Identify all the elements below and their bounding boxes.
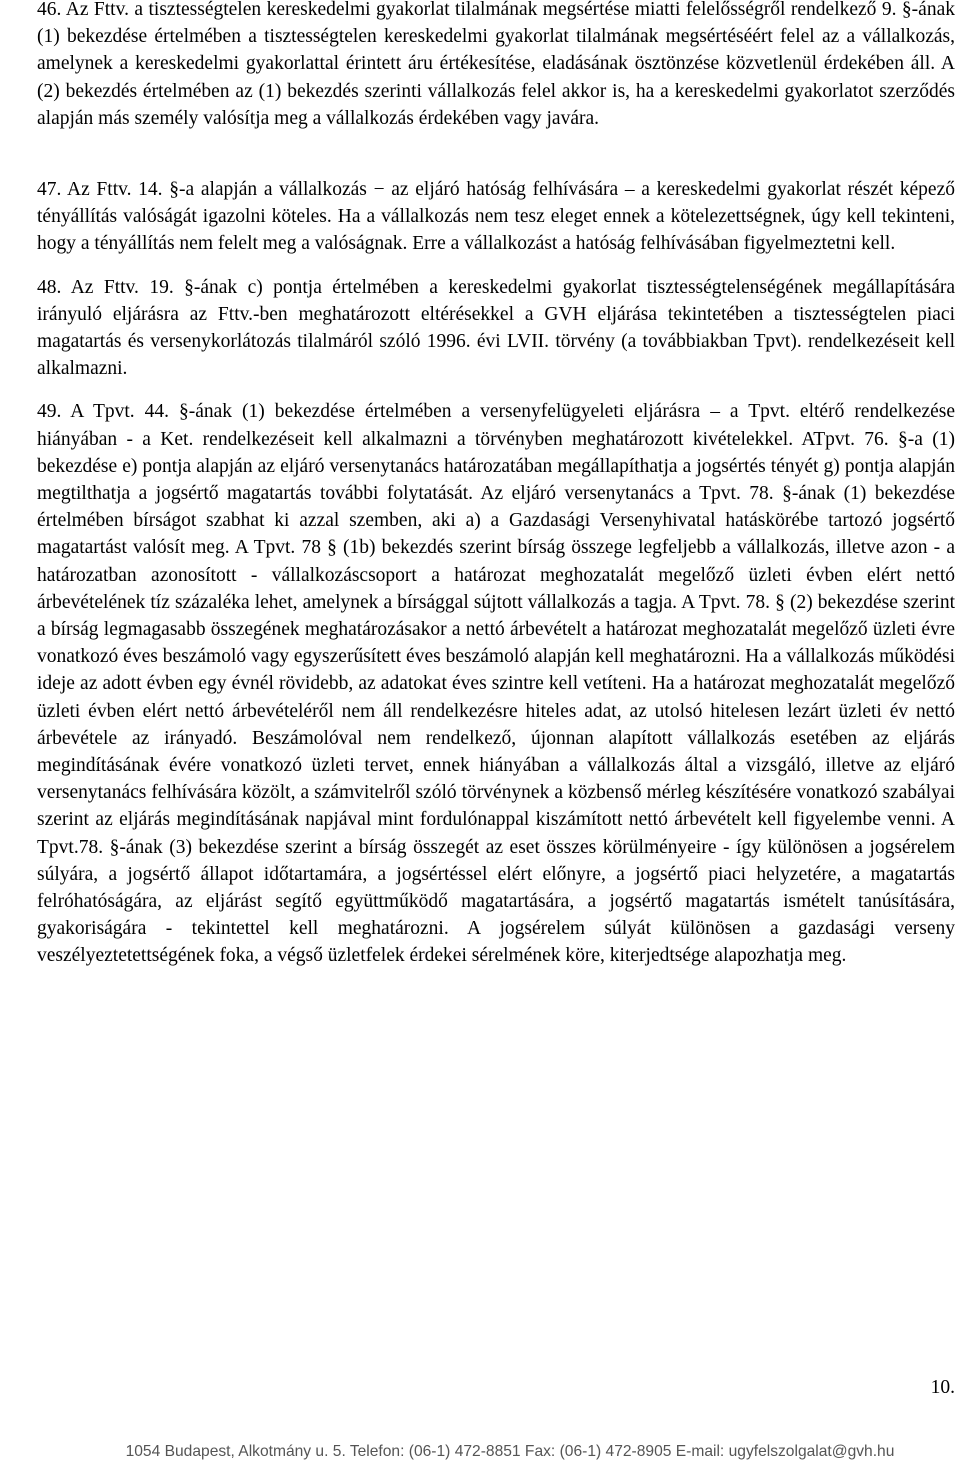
paragraph-49: 49. A Tpvt. 44. §-ának (1) bekezdése értelmében a versenyfelügyeleti eljárásra – a Tpvt. eltérő rendelkezése hiányában - a Ket. rendelkezéseit kell alkalmazni a törvényben meghatározott kivételekkel. ATpvt. 76. §-a (1) bekezdése e) pontja alapján az eljáró versenytanács határozatában megállapíthatja a jogsértés tényét g) pontja alapján megtilthatja a jogsértő magatartás további folytatását. Az eljáró versenytanács a Tpvt. 78. §-ának (1) bekezdése értelmében bírságot szabhat ki azzal szemben, aki a) a Gazdasági Versenyhivatal hatáskörébe tartozó jogsértő magatartást valósít meg. A Tpvt. 78 § (1b) bekezdés szerint bírság összege legfeljebb a vállalkozás, illetve azon - a határozatban azonosított - vállalkozáscsoport a határozat meghozatalát megelőző üzleti évben elért nettó árbevételének tíz százaléka lehet, amelynek a bírsággal sújtott vállalkozás a tagja. A Tpvt. 78. § (2) bekezdése szerint a bírság legmagasabb összegének meghatározásakor a nettó árbevételt a határozat meghozatalát megelőző üzleti évre vonatkozó éves beszámoló vagy egyszerűsített éves beszámoló alapján kell meghatározni. Ha a vállalkozás működési ideje az adott évben egy évnél rövidebb, az adatokat éves szintre kell vetíteni. Ha a határozat meghozatalát megelőző üzleti évben elért nettó árbevételéről nem áll rendelkezésre hiteles adat, az utolsó hitelesen lezárt üzleti év nettó árbevétele az irányadó. Beszámolóval nem rendelkező, újonnan alapított vállalkozás esetében az eljárás megindításának évére vonatkozó üzleti tervet, ennek hiányában a vállalkozás által a vizsgáló, illetve az eljáró versenytanács felhívására közölt, a számvitelről szóló törvénynek a közbenső mérleg készítésére vonatkozó szabályai szerint az eljárás megindításának napjával mint fordulónappal kiszámított nettó árbevételt kell figyelembe venni. A Tpvt.78. §-ának (3) bekezdése szerint a bírság összegét az eset összes körülményeire - így különösen a jogsérelem súlyára, a jogsértő állapot időtartamára, a jogsértéssel elért előnyre, a jogsértő piaci helyzetére, a magatartás felróhatóságára, az eljárást segítő együttműködő magatartására, a jogsértő magatartás ismételt tanúsítására, gyakoriságára - tekintettel kell meghatározni. A jogsérelem súlyát különösen a gazdasági verseny veszélyeztetettségének foka, a végső üzletfelek érdekei sérelmének köre, kiterjedtsége alapozhatja meg. xyxy=(37,401,955,967)
paragraph-stack xyxy=(37,176,955,986)
paragraph-46: 46. Az Fttv. a tisztességtelen kereskedelmi gyakorlat tilalmának megsértése miatti felelősségről rendelkező 9. §-ának (1) bekezdése értelmében a tisztességtelen kereskedelmi gyakorlat tilalmának megsértéséért felel az a vállalkozás, amelynek a kereskedelmi gyakorlattal érintett áru értékesítése, eladásának ösztönzése közvetlenül érdekében áll. A (2) bekezdés értelmében az (1) bekezdés szerinti vállalkozás felel akkor is, ha a kereskedelmi gyakorlatot szerződés alapján más személy valósítja meg a vállalkozás érdekében vagy javára. xyxy=(37,0,955,129)
paragraph-48: 48. Az Fttv. 19. §-ának c) pontja értelmében a kereskedelmi gyakorlat tisztességtelenségének megállapítására irányuló eljárásra az Fttv.-ben meghatározott eltérésekkel a GVH eljárása tekintetében a tisztességtelen piaci magatartás és versenykorlátozás tilalmáról szóló 1996. évi LVII. törvény (a továbbiakban Tpvt). rendelkezéseit kell alkalmazni. xyxy=(37,276,955,380)
page-number: 10. xyxy=(930,1377,955,1398)
paragraph-47: 47. Az Fttv. 14. §-a alapján a vállalkozás − az eljáró hatóság felhívására – a kereskedelmi gyakorlat részét képező tényállítás valóságát igazolni köteles. Ha a vállalkozás nem tesz eleget ennek a kötelezettségnek, úgy kell tekinteni, hogy a tényállítás nem felelt meg a valóságnak. Erre a vállalkozást a hatóság felhívásában figyelmeztetni kell. xyxy=(37,179,955,255)
page-footer: 1054 Budapest, Alkotmány u. 5. Telefon: (06-1) 472-8851 Fax: (06-1) 472-8905 E-mail: ugyfelszolgalat@gvh.hu xyxy=(125,1443,895,1460)
